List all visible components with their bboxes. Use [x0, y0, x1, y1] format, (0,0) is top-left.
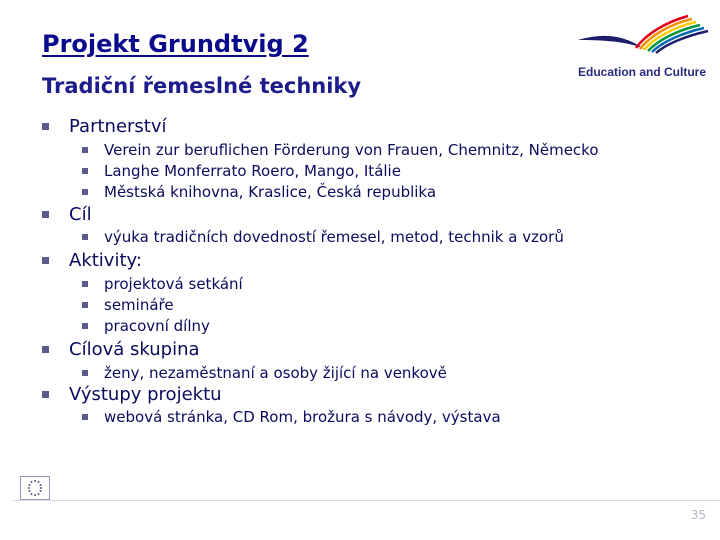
list-item	[82, 408, 501, 426]
bullet-icon	[82, 281, 88, 287]
section-label: Cílová skupina	[69, 339, 200, 360]
footer-divider	[12, 500, 720, 501]
list-item	[82, 162, 401, 180]
list-item	[82, 228, 564, 246]
slide-title: Projekt Grundtvig 2	[42, 30, 309, 58]
bullet-icon	[42, 123, 49, 130]
section-label: Aktivity:	[69, 250, 142, 271]
bullet-icon	[42, 211, 49, 218]
list-item-text: Městská knihovna, Kraslice, Česká republika	[104, 183, 437, 201]
logo-caption: Education and Culture	[578, 65, 707, 79]
bullet-icon	[82, 189, 88, 195]
list-item-text: Verein zur beruflichen Förderung von Frauen, Chemnitz, Německo	[104, 141, 599, 159]
list-item	[82, 141, 599, 159]
list-item-text: pracovní dílny	[104, 317, 210, 335]
bullet-icon	[42, 346, 49, 353]
bullet-icon	[82, 302, 88, 308]
list-item	[82, 364, 447, 382]
section-target-group	[42, 339, 200, 360]
list-item-text: Langhe Monferrato Roero, Mango, Itálie	[104, 162, 401, 180]
list-item-text: výuka tradičních dovedností řemesel, metod, technik a vzorů	[104, 228, 564, 246]
section-label: Partnerství	[69, 116, 167, 137]
section-label: Cíl	[69, 204, 92, 225]
bullet-icon	[82, 147, 88, 153]
list-item-text: webová stránka, CD Rom, brožura s návody, výstava	[104, 408, 501, 426]
bullet-icon	[82, 168, 88, 174]
bullet-icon	[82, 323, 88, 329]
bullet-icon	[82, 370, 88, 376]
page-number: 35	[690, 508, 706, 522]
list-item-text: semináře	[104, 296, 174, 314]
list-item-text: projektová setkání	[104, 275, 243, 293]
section-goal	[42, 204, 92, 225]
section-label: Výstupy projektu	[69, 384, 222, 405]
list-item	[82, 317, 210, 335]
bullet-icon	[42, 391, 49, 398]
bullet-icon	[42, 257, 49, 264]
slide-subtitle: Tradiční řemeslné techniky	[42, 74, 362, 98]
bullet-icon	[82, 234, 88, 240]
list-item	[82, 275, 243, 293]
section-activities	[42, 250, 142, 271]
list-item	[82, 183, 436, 201]
list-item-text: ženy, nezaměstnaní a osoby žijící na venkově	[104, 364, 447, 382]
list-item	[82, 296, 174, 314]
bullet-icon	[82, 414, 88, 420]
section-partnership	[42, 116, 167, 137]
section-outputs	[42, 384, 222, 405]
eu-flag-icon	[20, 476, 50, 500]
